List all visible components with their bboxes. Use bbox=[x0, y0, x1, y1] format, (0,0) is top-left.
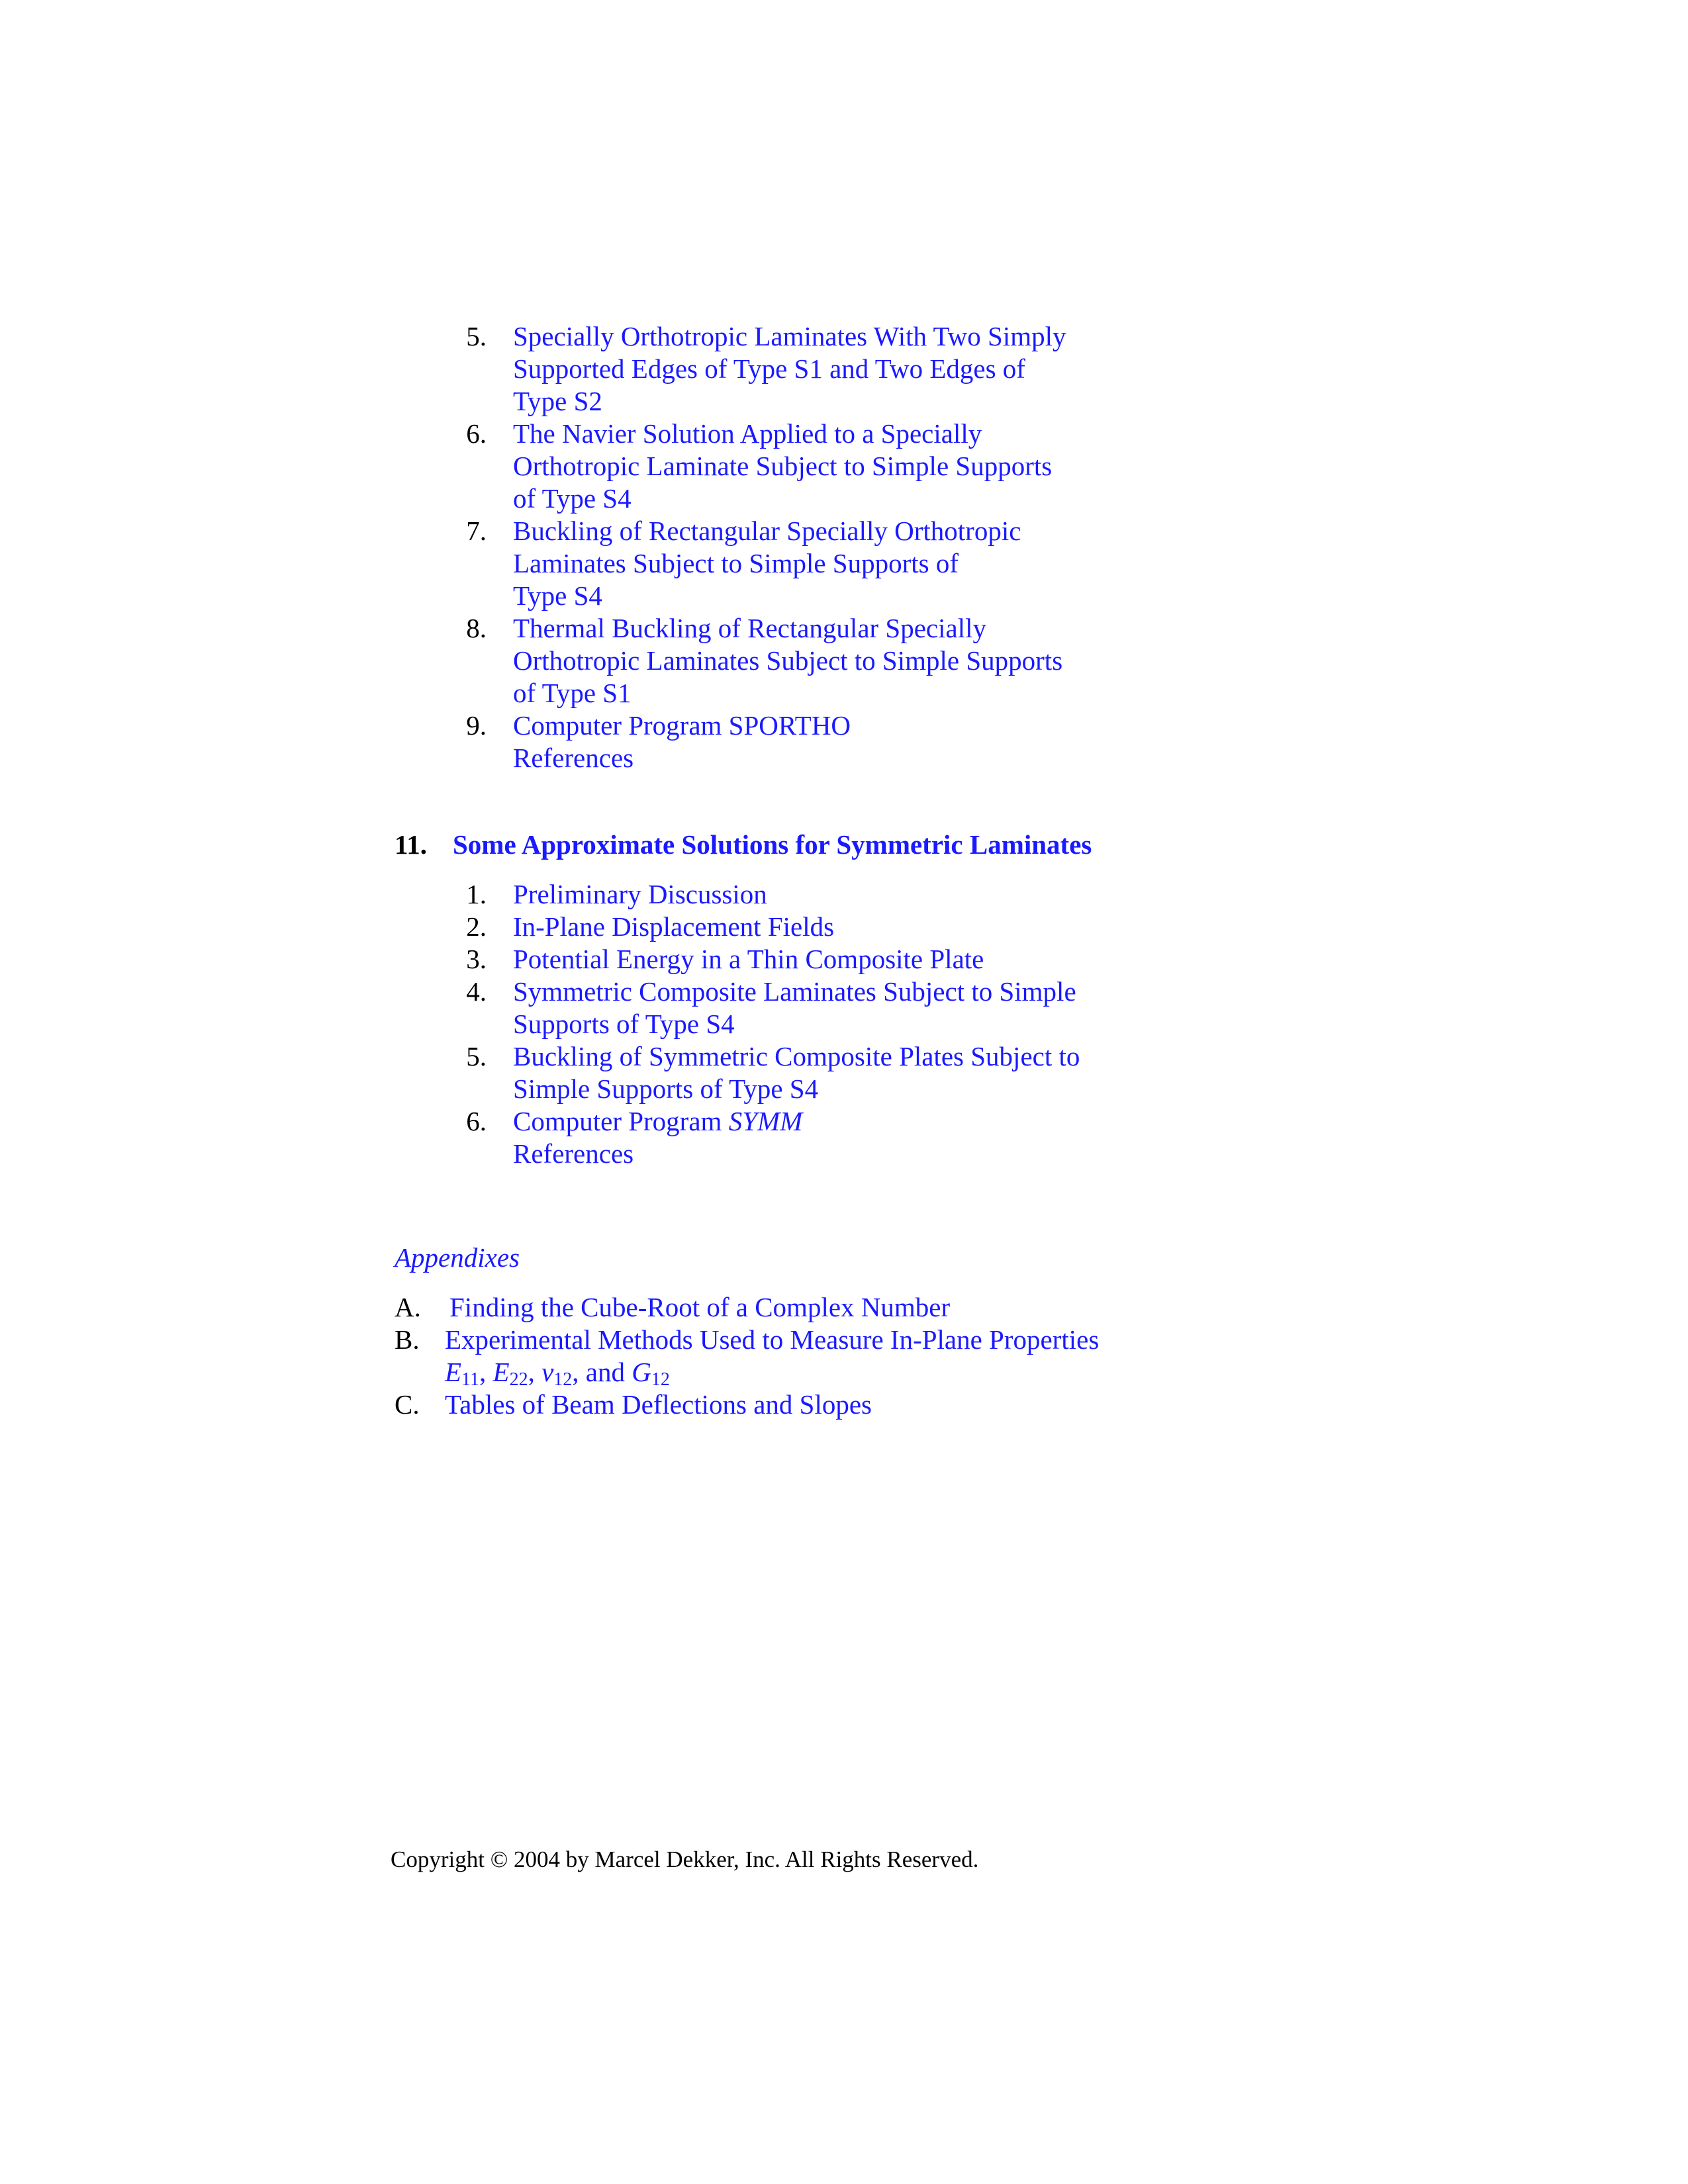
toc-entry-link[interactable]: Specially Orthotropic Laminates With Two Simply bbox=[513, 321, 1066, 351]
toc-entry-prefix: Computer Program bbox=[513, 1106, 729, 1136]
program-name: SYMM bbox=[728, 1106, 803, 1136]
symbol-e22: E bbox=[492, 1357, 510, 1387]
toc-entry-link[interactable] bbox=[513, 1105, 802, 1138]
symbol-e11: E bbox=[445, 1357, 462, 1387]
symbol-v12: v bbox=[541, 1357, 554, 1387]
item-number-label: 5. bbox=[466, 321, 487, 351]
appendix-b-symbols-link[interactable]: $E_{11}$, $E_{22}$, $v_{12}$, and $G_{12}$ bbox=[445, 1357, 670, 1390]
item-number-label: 6. bbox=[466, 418, 487, 449]
appendixes-heading[interactable]: Appendixes bbox=[395, 1242, 520, 1273]
subscript: 11 bbox=[461, 1369, 480, 1390]
item-number-label: 6. bbox=[466, 1106, 487, 1136]
item-number-label: 2. bbox=[466, 911, 487, 942]
appendix-b-link[interactable]: Experimental Methods Used to Measure In-Plane Properties bbox=[445, 1324, 1100, 1355]
item-number-label: 9. bbox=[466, 710, 487, 741]
item-number-label: 8. bbox=[466, 613, 487, 643]
item-number-label: 4. bbox=[466, 976, 487, 1007]
chapter-title-link[interactable]: Some Approximate Solutions for Symmetric Laminates bbox=[453, 829, 1092, 860]
toc-entry-link[interactable]: Potential Energy in a Thin Composite Plate bbox=[513, 944, 984, 974]
toc-entry-link[interactable]: of Type S1 bbox=[513, 678, 632, 708]
toc-entry-link[interactable]: Type S2 bbox=[513, 386, 602, 416]
toc-entry-link[interactable]: Simple Supports of Type S4 bbox=[513, 1073, 819, 1104]
subscript: 12 bbox=[553, 1369, 573, 1390]
item-number-label: 5. bbox=[466, 1041, 487, 1071]
toc-entry-link[interactable]: Orthotropic Laminate Subject to Simple Supports bbox=[513, 451, 1053, 481]
item-number-label: 1. bbox=[466, 879, 487, 909]
toc-entry-link[interactable]: Buckling of Rectangular Specially Orthotropic bbox=[513, 516, 1021, 546]
toc-entry-link[interactable]: of Type S4 bbox=[513, 483, 632, 514]
toc-entry-link[interactable]: The Navier Solution Applied to a Specially bbox=[513, 418, 982, 449]
item-number-label: 7. bbox=[466, 516, 487, 546]
toc-entry-link[interactable]: Type S4 bbox=[513, 580, 602, 611]
toc-entry-link[interactable]: Supports of Type S4 bbox=[513, 1009, 735, 1039]
symbol-g12: G bbox=[632, 1357, 651, 1387]
toc-entry-link[interactable]: Computer Program SPORTHO bbox=[513, 710, 851, 741]
item-number-label: 3. bbox=[466, 944, 487, 974]
appendix-letter: B. bbox=[395, 1324, 420, 1355]
appendix-a-link[interactable]: Finding the Cube-Root of a Complex Number bbox=[449, 1292, 951, 1322]
appendix-letter: A. bbox=[395, 1292, 421, 1322]
toc-entry-link[interactable]: Symmetric Composite Laminates Subject to Simple bbox=[513, 976, 1076, 1007]
references-link[interactable]: References bbox=[513, 1138, 634, 1169]
toc-entry-link[interactable]: Thermal Buckling of Rectangular Specially bbox=[513, 613, 986, 643]
references-link[interactable]: References bbox=[513, 743, 634, 773]
chapter-number: 11. bbox=[395, 829, 427, 860]
toc-entry-link[interactable]: Orthotropic Laminates Subject to Simple Supports bbox=[513, 645, 1063, 676]
subscript: 12 bbox=[651, 1369, 670, 1390]
appendix-letter: C. bbox=[395, 1389, 420, 1420]
subscript: 22 bbox=[509, 1369, 528, 1390]
toc-entry-link[interactable]: Buckling of Symmetric Composite Plates Subject to bbox=[513, 1041, 1080, 1071]
toc-entry-link[interactable]: In-Plane Displacement Fields bbox=[513, 911, 835, 942]
copyright-notice: Copyright © 2004 by Marcel Dekker, Inc. All Rights Reserved. bbox=[391, 1846, 979, 1872]
toc-entry-link[interactable]: Supported Edges of Type S1 and Two Edges of bbox=[513, 353, 1025, 384]
toc-entry-link[interactable]: Laminates Subject to Simple Supports of bbox=[513, 548, 959, 578]
appendix-c-link[interactable]: Tables of Beam Deflections and Slopes bbox=[445, 1389, 872, 1420]
and-word: and bbox=[585, 1357, 625, 1387]
toc-entry-link[interactable]: Preliminary Discussion bbox=[513, 879, 767, 909]
